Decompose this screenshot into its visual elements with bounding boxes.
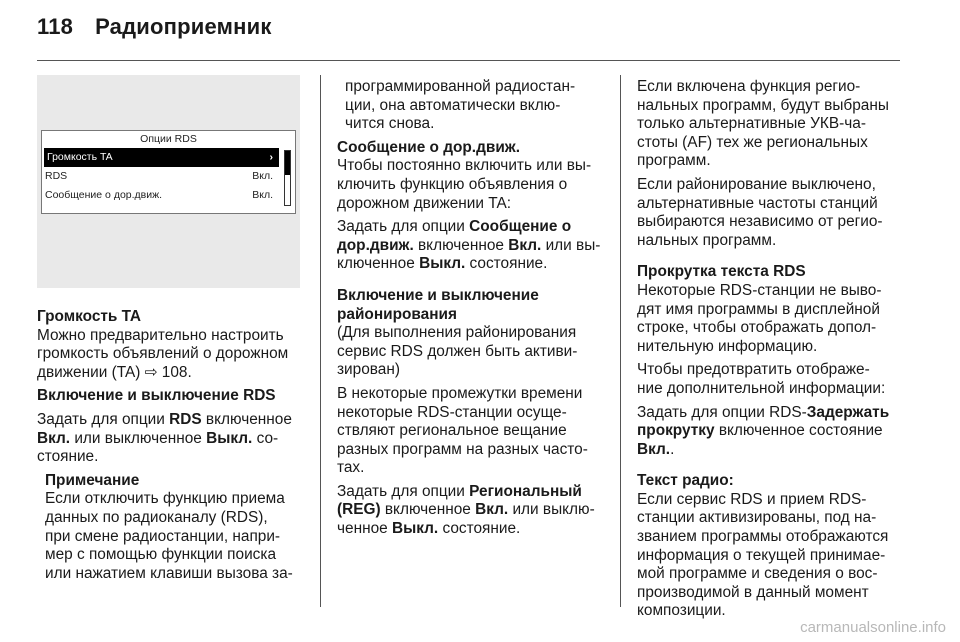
chevron-right-icon: › xyxy=(269,151,273,163)
text-line: ствляют региональное вещание xyxy=(337,422,567,440)
text-line: чится снова. xyxy=(345,115,435,133)
text-line xyxy=(337,483,605,502)
paragraph xyxy=(337,385,605,478)
paragraph xyxy=(37,490,305,583)
text-column-3 xyxy=(637,78,905,621)
text-line: мер с помощью функции поиска xyxy=(45,546,277,564)
text-line xyxy=(337,520,605,539)
paragraph xyxy=(37,327,305,383)
row-label: RDS xyxy=(45,170,68,182)
text-line xyxy=(37,430,305,449)
text-line xyxy=(637,441,905,460)
rds-options-screenshot xyxy=(37,75,300,288)
text-run: или выключенное xyxy=(70,429,207,447)
text-line: Примечание xyxy=(45,471,140,489)
text-line: нальных программ, будут выбраны xyxy=(637,96,889,114)
text-run: состояние. xyxy=(465,255,548,273)
text-line: информация о текущей принимае- xyxy=(637,546,886,564)
text-run: со- xyxy=(252,429,279,447)
paragraph xyxy=(637,361,905,398)
text-line: разных программ на разных часто- xyxy=(337,440,588,458)
row-value: Вкл. xyxy=(252,189,273,201)
section-heading xyxy=(337,139,605,158)
text-line: Если районирование выключено, xyxy=(637,175,876,193)
text-line: Некоторые RDS-станции не выво- xyxy=(637,281,882,299)
text-line: при смене радиостанции, напри- xyxy=(45,527,281,545)
text-line xyxy=(337,501,605,520)
bold-term: прокрутку xyxy=(637,422,715,440)
column-divider xyxy=(320,75,321,607)
text-line xyxy=(337,255,605,274)
screen-menu-row xyxy=(42,167,279,186)
text-column-1 xyxy=(37,308,305,583)
paragraph xyxy=(337,78,605,134)
text-run: включенное xyxy=(201,410,292,428)
text-line: нальных программ. xyxy=(637,231,777,249)
bold-term: Выкл. xyxy=(206,429,253,447)
text-run: состояние. xyxy=(438,520,521,538)
page-number: 118 xyxy=(37,14,74,39)
text-run: ченное xyxy=(337,520,392,538)
section-heading xyxy=(637,472,905,491)
paragraph xyxy=(337,157,605,213)
section-heading xyxy=(37,308,305,327)
column-divider xyxy=(620,75,621,607)
text-run: Задать для опции RDS- xyxy=(637,403,807,421)
text-line: зирован) xyxy=(337,361,400,379)
text-line: Сообщение о дор.движ. xyxy=(337,138,520,156)
text-run: ключенное xyxy=(337,255,420,273)
text-line: В некоторые промежутки времени xyxy=(337,384,583,402)
text-line: Если отключить функцию приема xyxy=(45,490,285,508)
watermark: carmanualsonline.info xyxy=(800,619,946,636)
bold-term: Вкл. xyxy=(508,236,542,254)
text-line: ключить функцию объявления о xyxy=(337,175,568,193)
text-line: некоторые RDS-станции осуще- xyxy=(337,403,567,421)
text-line xyxy=(337,237,605,256)
bold-term: Сообщение о xyxy=(469,218,572,236)
text-line: Прокрутка текста RDS xyxy=(637,263,806,281)
text-line: композиции. xyxy=(637,602,726,620)
text-line: званием программы отображаются xyxy=(637,528,889,546)
text-line: Включение и выключение xyxy=(337,286,539,304)
text-line: тах. xyxy=(337,459,365,477)
section-heading xyxy=(637,263,905,282)
bold-term: Вкл. xyxy=(637,440,671,458)
text-run: или выклю- xyxy=(508,501,595,519)
text-line: Чтобы предотвратить отображе- xyxy=(637,361,870,379)
text-line: дорожном движении TA: xyxy=(337,194,512,212)
text-line: Если сервис RDS и прием RDS- xyxy=(637,490,867,508)
paragraph xyxy=(637,282,905,356)
text-run: включенное xyxy=(413,236,509,254)
screen-scrollbar xyxy=(284,150,291,206)
paragraph xyxy=(637,404,905,460)
text-run: включенное xyxy=(380,501,476,519)
text-line: Можно предварительно настроить xyxy=(37,326,284,344)
text-column-2 xyxy=(337,78,605,539)
bold-term: (REG) xyxy=(337,501,381,519)
page-header xyxy=(37,14,272,40)
text-run: . xyxy=(670,440,675,458)
row-label: Громкость TA xyxy=(47,151,113,163)
header-rule xyxy=(37,60,900,61)
text-run: включенное состояние xyxy=(714,422,883,440)
text-line: районирования xyxy=(337,305,457,323)
text-line: только альтернативные УКВ-ча- xyxy=(637,115,866,133)
paragraph xyxy=(637,491,905,621)
text-line: Если включена функция регио- xyxy=(637,78,861,95)
bold-term: Вкл. xyxy=(37,429,71,447)
bold-term: дор.движ. xyxy=(337,236,414,254)
text-line xyxy=(637,422,905,441)
bold-term: Задержать xyxy=(806,403,890,421)
bold-term: Выкл. xyxy=(419,255,466,273)
text-run: или вы- xyxy=(541,236,601,254)
paragraph xyxy=(337,218,605,274)
text-line: стояние. xyxy=(37,448,99,466)
text-line: движении (TA) ⇨ 108. xyxy=(37,363,192,381)
text-line: альтернативные частоты станций xyxy=(637,194,878,212)
text-line: или нажатием клавиши вызова за- xyxy=(45,564,293,582)
text-run: Задать для опции xyxy=(337,218,470,236)
paragraph xyxy=(637,78,905,171)
text-line: сервис RDS должен быть активи- xyxy=(337,342,578,360)
screen-menu-row xyxy=(42,186,279,205)
text-line: Чтобы постоянно включить или вы- xyxy=(337,157,592,175)
text-line: производимой в данный момент xyxy=(637,583,869,601)
text-line: дят имя программы в дисплейной xyxy=(637,300,880,318)
paragraph xyxy=(337,483,605,539)
text-line: программированной радиостан- xyxy=(345,78,576,95)
page-title: Радиоприемник xyxy=(95,14,272,39)
section-heading xyxy=(37,472,305,491)
text-line xyxy=(637,404,905,423)
bold-term: Выкл. xyxy=(391,520,439,538)
text-line: данных по радиоканалу (RDS), xyxy=(45,508,268,526)
text-line xyxy=(337,218,605,237)
text-line: (Для выполнения районирования xyxy=(337,324,577,342)
text-line: программ. xyxy=(637,152,711,170)
text-line: громкость объявлений о дорожном xyxy=(37,345,289,363)
paragraph xyxy=(637,176,905,250)
section-heading xyxy=(37,387,305,406)
text-line: ние дополнительной информации: xyxy=(637,379,886,397)
text-line: Громкость TA xyxy=(37,308,142,325)
text-line: нительную информацию. xyxy=(637,337,818,355)
text-run: Задать для опции xyxy=(337,482,470,500)
text-line xyxy=(37,411,305,430)
text-line: стоты (AF) тех же региональных xyxy=(637,133,868,151)
text-line: ции, она автоматически вклю- xyxy=(345,96,561,114)
display-screen xyxy=(41,130,296,214)
paragraph xyxy=(337,324,605,380)
text-line: строке, чтобы отображать допол- xyxy=(637,319,877,337)
text-line: мой программе и сведения о вос- xyxy=(637,565,878,583)
row-label: Сообщение о дор.движ. xyxy=(45,189,163,201)
screen-title: Опции RDS xyxy=(140,133,197,145)
text-run: Задать для опции xyxy=(37,410,170,428)
row-value: Вкл. xyxy=(252,170,273,182)
paragraph xyxy=(37,411,305,467)
bold-term: Региональный xyxy=(469,482,582,500)
bold-term: Вкл. xyxy=(475,501,509,519)
section-heading xyxy=(337,287,605,324)
text-line: Текст радио: xyxy=(637,472,734,490)
text-line: Включение и выключение RDS xyxy=(37,387,276,405)
text-line: выбираются независимо от регио- xyxy=(637,213,883,231)
screen-menu-row xyxy=(44,148,279,167)
text-line: станции активизированы, под на- xyxy=(637,509,877,527)
bold-term: RDS xyxy=(169,410,202,428)
